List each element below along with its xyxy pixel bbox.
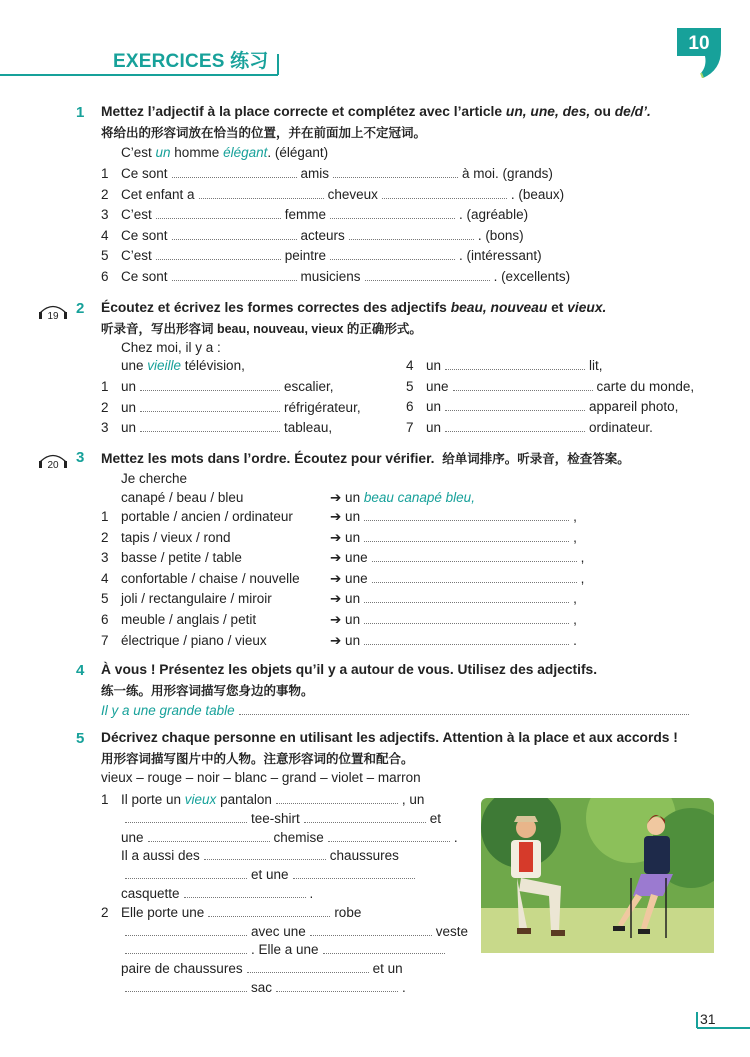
answer-blank[interactable] — [247, 960, 369, 973]
exercise-3-words — [101, 569, 300, 589]
answer-blank[interactable] — [293, 866, 415, 879]
exercise-4-instruction: À vous ! Présentez les objets qu’il y a autour de vous. Utilisez des adjectifs. — [101, 662, 598, 677]
item-number: 5 — [101, 591, 109, 607]
instruction-chinese: 给单词排序。听录音，检查答案。 — [442, 452, 630, 466]
item-number: 5 — [101, 248, 109, 264]
line-text: à moi. (grands) — [462, 166, 553, 181]
example-answer: un — [155, 145, 171, 160]
page-number: 31 — [700, 1011, 716, 1027]
answer-blank[interactable] — [199, 186, 324, 199]
audio-track-20-icon[interactable] — [38, 452, 68, 470]
answer-blank[interactable] — [276, 791, 398, 804]
line-text: Il porte un — [121, 792, 185, 807]
exercise-3-answer — [330, 589, 577, 609]
audio-track-19-icon[interactable] — [38, 303, 68, 321]
answer-blank[interactable] — [364, 508, 569, 521]
exercise-3-intro: Je cherche — [121, 471, 188, 486]
line-text: une — [121, 358, 148, 373]
exercise-2-item — [101, 398, 361, 418]
instruction-text: Écoutez et écrivez les formes correctes des adjectifs — [101, 300, 451, 315]
answer-blank[interactable] — [125, 810, 247, 823]
line-text: Cet enfant a — [121, 186, 195, 202]
exercise-1-instruction — [101, 104, 651, 119]
line-text: un — [426, 419, 442, 435]
answer-blank[interactable] — [125, 941, 247, 954]
item-number: 4 — [101, 227, 109, 243]
exercise-3-words — [101, 507, 293, 527]
item-number: 1 — [101, 379, 109, 394]
exercise-3-words — [101, 528, 231, 548]
answer-blank[interactable] — [148, 829, 270, 842]
line-text: carte du monde, — [596, 378, 695, 394]
page-rule — [697, 1027, 750, 1029]
line-text: un — [426, 399, 442, 415]
line-text: Ce sont — [121, 227, 168, 243]
answer-blank[interactable] — [125, 923, 247, 936]
exercise-1-chinese: 将给出的形容词放在恰当的位置，并在前面加上不定冠词。 — [101, 126, 427, 140]
line-text: . (bons) — [477, 227, 524, 243]
answer-blank[interactable] — [239, 702, 689, 715]
word-list: joli / rectangulaire / miroir — [121, 591, 272, 607]
answer-blank[interactable] — [328, 829, 450, 842]
line-text: . Elle a une — [251, 942, 319, 958]
line-text: sac — [251, 980, 273, 995]
answer-blank[interactable] — [365, 268, 490, 281]
line-text: une — [426, 378, 449, 394]
example-answer: vieux — [184, 792, 217, 807]
answer-blank[interactable] — [172, 165, 297, 178]
header-rule — [0, 74, 278, 76]
line-text: casquette — [121, 886, 180, 901]
line-text: robe — [334, 904, 362, 920]
exercise-3-example-words: canapé / beau / bleu — [121, 490, 244, 505]
line-text: peintre — [284, 248, 327, 264]
exercise-5-line — [101, 790, 424, 810]
word-list: tapis / vieux / rond — [121, 529, 231, 545]
line-text: cheveux — [327, 186, 378, 202]
line-text: escalier, — [284, 379, 334, 394]
header-rule-tick — [277, 54, 279, 75]
line-text: Ce sont — [121, 166, 168, 181]
answer-blank[interactable] — [172, 227, 297, 240]
exercise-5-word-list: vieux – rouge – noir – blanc – grand – violet – marron — [101, 770, 421, 785]
line-text: chemise — [273, 829, 324, 845]
exercise-2-intro: Chez moi, il y a : — [121, 340, 221, 355]
line-text: un — [121, 399, 137, 415]
exercise-5-chinese: 用形容词描写图片中的人物。注意形容词的位置和配合。 — [101, 752, 414, 766]
exercise-1-item — [101, 267, 570, 287]
answer-blank[interactable] — [323, 941, 445, 954]
example-answer: élégant — [223, 145, 268, 160]
exercise-3-example-answer — [330, 488, 475, 508]
line-text: un — [121, 379, 137, 394]
line-text: . — [453, 829, 458, 845]
answer-blank[interactable] — [333, 165, 458, 178]
exercise-5-line — [121, 884, 313, 904]
exercise-5-line — [121, 922, 468, 942]
example-answer: Il y a une grande table — [101, 703, 235, 718]
line-text: , — [573, 591, 577, 607]
line-text: acteurs — [300, 227, 345, 243]
line-text: ➔ un — [330, 632, 361, 648]
exercise-3-words — [101, 548, 242, 568]
line-text: C’est — [121, 248, 152, 264]
exercise-3-answer — [330, 631, 577, 651]
line-text: lit, — [589, 358, 603, 373]
exercise-3-words — [101, 631, 267, 651]
item-number: 4 — [101, 570, 109, 586]
exercise-number: 4 — [76, 662, 85, 679]
exercise-2-instruction — [101, 300, 606, 315]
instruction-text: Mettez l’adjectif à la place correcte et complétez avec l’article — [101, 104, 506, 119]
line-text: télévision, — [181, 358, 245, 373]
instruction-text: et — [547, 300, 568, 315]
item-number: 7 — [101, 632, 109, 648]
answer-blank[interactable] — [276, 979, 398, 992]
line-text: , — [573, 509, 577, 524]
exercise-2-item — [406, 377, 694, 397]
item-number: 6 — [101, 612, 109, 627]
example-answer: beau canapé bleu, — [363, 490, 475, 505]
answer-blank[interactable] — [172, 268, 297, 281]
answer-blank[interactable] — [208, 904, 330, 917]
answer-blank[interactable] — [445, 398, 585, 411]
exercise-4-chinese: 练一练。用形容词描写您身边的事物。 — [101, 684, 314, 698]
answer-blank[interactable] — [364, 529, 569, 542]
line-text: Ce sont — [121, 269, 168, 284]
page-rule-tick — [696, 1012, 698, 1028]
line-text: femme — [284, 207, 327, 223]
line-text: . — [309, 886, 314, 901]
example-answer: vieille — [147, 358, 182, 373]
line-text: un — [426, 358, 442, 373]
line-text: musiciens — [300, 269, 361, 284]
exercise-3-words — [101, 610, 256, 630]
svg-text:19: 19 — [47, 311, 59, 321]
exercise-4-answer-line[interactable] — [101, 701, 689, 721]
item-number: 6 — [101, 269, 109, 284]
line-text: une — [121, 829, 144, 845]
line-text: chaussures — [329, 848, 399, 864]
line-text: ➔ un — [330, 509, 361, 524]
answer-blank[interactable] — [156, 206, 281, 219]
exercise-number: 2 — [76, 300, 85, 317]
line-text: réfrigérateur, — [284, 399, 361, 415]
line-text: ➔ une — [330, 570, 368, 586]
line-text: C’est — [121, 207, 152, 223]
section-title: EXERCICES 练习 — [113, 51, 269, 72]
line-text: ➔ un — [330, 591, 361, 607]
answer-blank[interactable] — [445, 419, 585, 432]
line-text: , — [573, 612, 577, 627]
line-text: . (élégant) — [267, 145, 329, 160]
answer-blank[interactable] — [330, 206, 455, 219]
line-text: et un — [372, 961, 403, 977]
line-text: . (agréable) — [459, 207, 529, 223]
park-illustration — [481, 798, 714, 953]
svg-text:20: 20 — [47, 460, 59, 470]
answer-blank[interactable] — [125, 979, 247, 992]
line-text: veste — [435, 923, 469, 939]
item-number: 1 — [101, 509, 109, 524]
exercise-2-item — [406, 418, 653, 438]
answer-blank[interactable] — [364, 590, 569, 603]
word-list: électrique / piano / vieux — [121, 632, 267, 648]
line-text: tableau, — [284, 420, 333, 436]
exercise-3-answer — [330, 610, 577, 630]
exercise-2-chinese: 听录音，写出形容词 beau, nouveau, vieux 的正确形式。 — [101, 322, 422, 336]
instruction-text: Mettez les mots dans l’ordre. Écoutez pour vérifier. — [101, 451, 435, 466]
exercise-2-item — [406, 356, 603, 376]
answer-blank[interactable] — [125, 866, 247, 879]
line-text: , — [580, 570, 585, 586]
line-text: homme — [170, 145, 224, 160]
line-text: pantalon — [216, 792, 272, 807]
item-number: 1 — [101, 166, 109, 181]
line-text: paire de chaussures — [121, 961, 243, 977]
line-text: appareil photo, — [589, 399, 679, 415]
exercise-1-example — [121, 143, 328, 163]
answer-blank[interactable] — [453, 378, 593, 391]
exercise-5-line — [121, 828, 458, 848]
word-list: basse / petite / table — [121, 550, 242, 566]
line-text: un — [121, 420, 137, 436]
item-number: 5 — [406, 378, 414, 394]
answer-blank[interactable] — [445, 357, 585, 370]
answer-blank[interactable] — [304, 810, 426, 823]
instruction-italic: beau, nouveau — [450, 300, 548, 315]
answer-blank[interactable] — [156, 247, 281, 260]
word-list: confortable / chaise / nouvelle — [121, 570, 300, 586]
line-text: . — [402, 980, 406, 995]
line-text: , — [573, 529, 577, 545]
instruction-italic: vieux. — [567, 300, 607, 315]
exercise-3-answer — [330, 548, 584, 568]
item-number: 3 — [101, 420, 109, 436]
exercise-5-line — [121, 959, 403, 979]
item-number: 4 — [406, 358, 414, 373]
answer-blank[interactable] — [330, 247, 455, 260]
item-number: 2 — [101, 399, 109, 415]
answer-blank[interactable] — [184, 885, 306, 898]
exercise-5-line — [101, 903, 361, 923]
instruction-italic: un, une, des, — [505, 104, 591, 119]
line-text: ➔ une — [330, 550, 368, 566]
exercise-number: 5 — [76, 730, 85, 747]
exercise-1-item — [101, 246, 542, 266]
answer-blank[interactable] — [382, 186, 507, 199]
exercise-3-instruction — [101, 449, 630, 467]
line-text: . (excellents) — [493, 269, 571, 284]
line-text: et une — [251, 867, 289, 883]
exercise-1-item — [101, 205, 528, 225]
exercise-5-line — [121, 978, 406, 998]
answer-blank[interactable] — [349, 227, 474, 240]
line-text: et — [429, 810, 442, 826]
line-text: ➔ un — [330, 529, 361, 545]
line-text: ordinateur. — [589, 419, 653, 435]
answer-blank[interactable] — [372, 549, 577, 562]
line-text: . (intéressant) — [459, 248, 542, 264]
exercise-3-words — [101, 589, 272, 609]
line-text: Il a aussi des — [121, 848, 200, 864]
exercise-3-answer — [330, 507, 577, 527]
line-text: tee-shirt — [251, 810, 300, 826]
answer-blank[interactable] — [364, 632, 569, 645]
exercise-3-answer — [330, 528, 577, 548]
exercise-1-item — [101, 226, 524, 246]
item-number: 2 — [101, 904, 109, 920]
exercise-5-line — [121, 809, 441, 829]
exercise-5-line — [121, 846, 399, 866]
answer-blank[interactable] — [140, 399, 280, 412]
exercise-2-example — [121, 356, 245, 376]
item-number: 1 — [101, 792, 109, 807]
line-text: , un — [401, 792, 425, 807]
answer-blank[interactable] — [364, 611, 569, 624]
exercise-2-item — [101, 418, 332, 438]
line-text: . — [573, 632, 577, 648]
word-list: meuble / anglais / petit — [121, 612, 257, 627]
exercise-number: 1 — [76, 104, 85, 121]
instruction-text: ou — [590, 104, 615, 119]
instruction-italic: de/d’. — [614, 104, 651, 119]
item-number: 7 — [406, 419, 414, 435]
line-text: C’est — [121, 145, 156, 160]
line-text: ➔ un — [330, 490, 364, 505]
line-text: amis — [300, 166, 330, 181]
item-number: 3 — [101, 550, 109, 566]
answer-blank[interactable] — [372, 570, 577, 583]
line-text: , — [580, 550, 585, 566]
exercise-2-item — [406, 397, 678, 417]
exercise-5-instruction: Décrivez chaque personne en utilisant les adjectifs. Attention à la place et aux accords ! — [101, 730, 678, 745]
answer-blank[interactable] — [140, 378, 280, 391]
exercise-5-line — [121, 940, 449, 960]
item-number: 2 — [101, 186, 109, 202]
line-text: . (beaux) — [510, 186, 565, 202]
exercise-3-answer — [330, 569, 584, 589]
answer-blank[interactable] — [204, 847, 326, 860]
chapter-number: 10 — [688, 33, 710, 54]
line-text: Elle porte une — [121, 904, 205, 920]
item-number: 2 — [101, 529, 109, 545]
exercise-number: 3 — [76, 449, 85, 466]
answer-blank[interactable] — [310, 923, 432, 936]
exercise-5-line — [121, 865, 419, 885]
answer-blank[interactable] — [140, 419, 280, 432]
line-text: ➔ un — [330, 612, 361, 627]
exercise-1-item — [101, 185, 564, 205]
item-number: 6 — [406, 399, 414, 415]
item-number: 3 — [101, 207, 109, 223]
word-list: portable / ancien / ordinateur — [121, 509, 293, 524]
exercise-1-item — [101, 164, 553, 184]
line-text: avec une — [251, 923, 306, 939]
exercise-2-item — [101, 377, 334, 397]
